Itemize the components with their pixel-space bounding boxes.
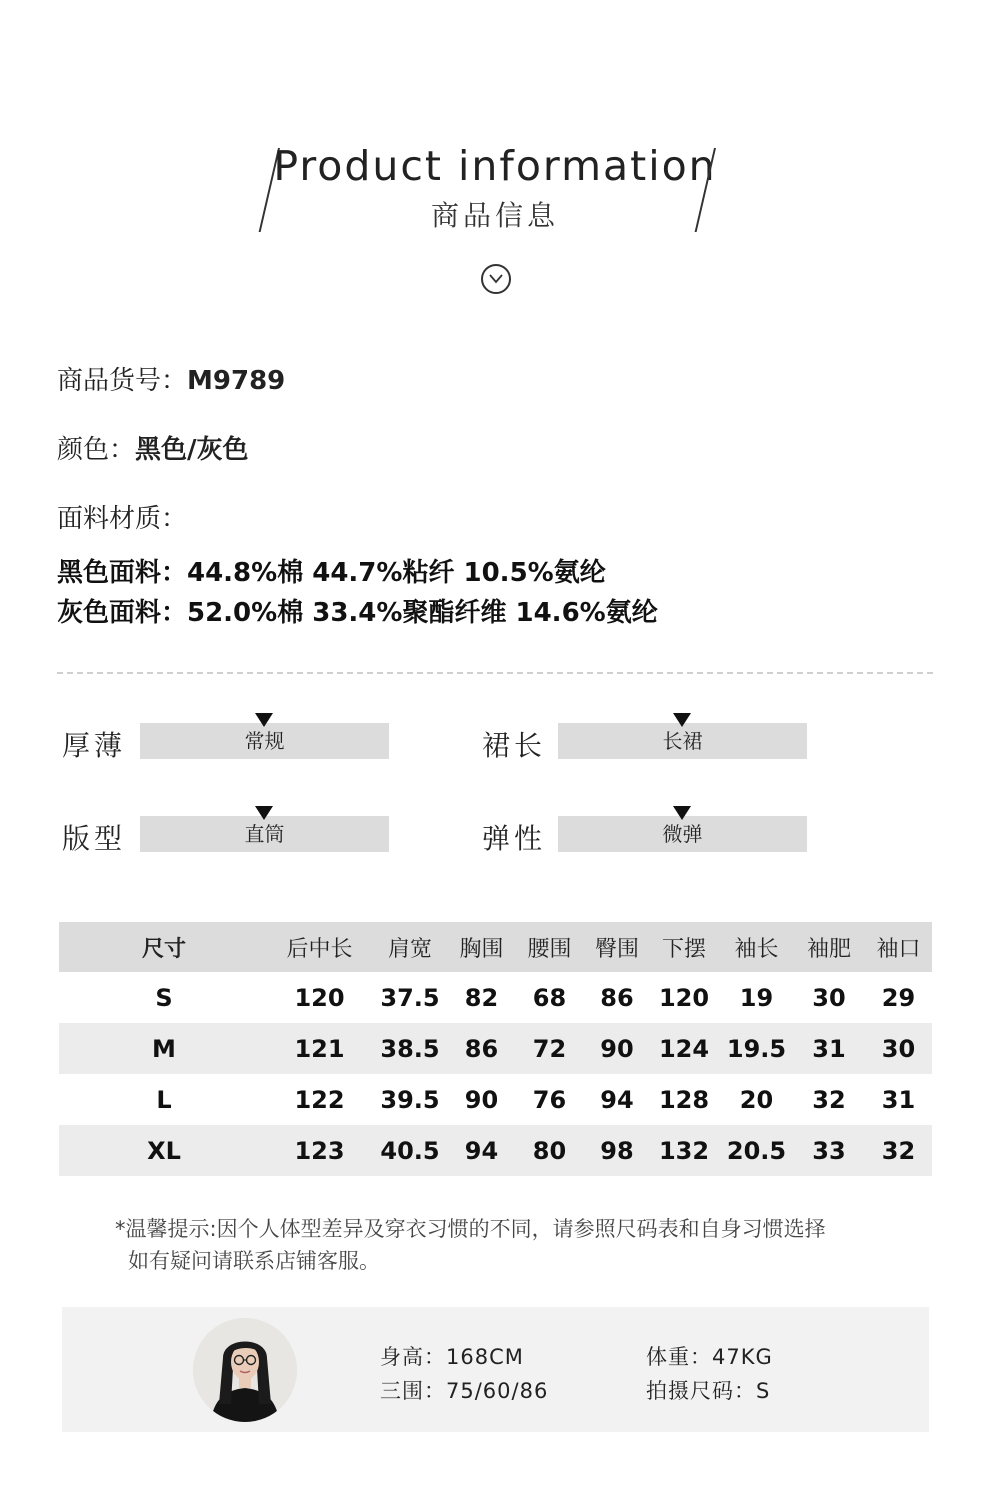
table-row bbox=[59, 1074, 932, 1125]
attr-fit-value: 直筒 bbox=[244, 822, 285, 846]
attr-skirt-length-label: 裙长 bbox=[482, 729, 547, 762]
size-note-line2: 如有疑问请联系店铺客服。 bbox=[128, 1249, 380, 1273]
table-cell: 30 bbox=[881, 1034, 916, 1063]
table-cell: 72 bbox=[532, 1034, 567, 1063]
table-cell: 33 bbox=[812, 1136, 846, 1165]
model-shot-size: 拍摄尺码：S bbox=[646, 1379, 771, 1403]
table-cell: 32 bbox=[881, 1136, 916, 1165]
title-english: Product information bbox=[273, 142, 717, 190]
table-cell: 82 bbox=[464, 983, 499, 1012]
table-cell: M bbox=[152, 1034, 176, 1063]
table-cell: 124 bbox=[658, 1034, 710, 1063]
col-header-waist: 腰围 bbox=[527, 936, 572, 962]
dashed-divider bbox=[57, 672, 933, 674]
table-cell: 40.5 bbox=[380, 1136, 440, 1165]
col-header-sleeve-length: 袖长 bbox=[734, 936, 779, 962]
col-header-shoulder: 肩宽 bbox=[387, 936, 432, 962]
attr-thickness-label: 厚薄 bbox=[62, 729, 127, 762]
table-cell: 29 bbox=[881, 983, 916, 1012]
col-header-sleeve-width: 袖肥 bbox=[806, 936, 851, 962]
table-cell: 31 bbox=[812, 1034, 846, 1063]
table-cell: 39.5 bbox=[380, 1085, 440, 1114]
attr-elasticity-value: 微弹 bbox=[662, 822, 703, 846]
color-value: 黑色/灰色 bbox=[135, 435, 249, 465]
table-cell: 120 bbox=[658, 983, 710, 1012]
table-cell: 98 bbox=[600, 1136, 634, 1165]
col-header-size: 尺寸 bbox=[141, 936, 186, 962]
table-cell: 31 bbox=[881, 1085, 916, 1114]
table-cell: 19.5 bbox=[726, 1034, 787, 1063]
table-cell: XL bbox=[147, 1136, 181, 1165]
table-cell: 38.5 bbox=[380, 1034, 440, 1063]
table-row bbox=[59, 1125, 932, 1176]
attr-elasticity-label: 弹性 bbox=[482, 822, 547, 855]
table-cell: 94 bbox=[600, 1085, 634, 1114]
color-line bbox=[57, 429, 249, 466]
table-row bbox=[59, 972, 932, 1023]
table-cell: S bbox=[155, 983, 173, 1012]
table-cell: 132 bbox=[658, 1136, 710, 1165]
table-cell: 128 bbox=[658, 1085, 710, 1114]
col-header-hem: 下摆 bbox=[661, 936, 706, 962]
attr-thickness-value: 常规 bbox=[244, 729, 285, 753]
table-cell: 123 bbox=[294, 1136, 345, 1165]
color-label: 颜色： bbox=[57, 435, 136, 465]
col-header-cuff: 袖口 bbox=[876, 936, 921, 962]
col-header-back-length: 后中长 bbox=[286, 936, 353, 962]
table-cell: 94 bbox=[464, 1136, 499, 1165]
table-cell: 19 bbox=[739, 983, 774, 1012]
col-header-bust: 胸围 bbox=[459, 936, 504, 962]
table-cell: 120 bbox=[294, 983, 345, 1012]
table-cell: 30 bbox=[812, 983, 846, 1012]
gray-fabric-composition: 灰色面料：52.0%棉 33.4%聚酯纤维 14.6%氨纶 bbox=[57, 598, 658, 628]
table-cell: 32 bbox=[812, 1085, 846, 1114]
table-cell: 122 bbox=[294, 1085, 345, 1114]
table-cell: 86 bbox=[464, 1034, 499, 1063]
table-cell: 90 bbox=[600, 1034, 634, 1063]
model-measurements: 三围：75/60/86 bbox=[380, 1379, 549, 1403]
size-table-header-row bbox=[59, 922, 932, 972]
material-label: 面料材质： bbox=[57, 504, 188, 534]
table-cell: 76 bbox=[532, 1085, 567, 1114]
item-number-value: M9789 bbox=[187, 366, 286, 396]
title-chinese: 商品信息 bbox=[430, 199, 559, 232]
table-cell: 80 bbox=[532, 1136, 567, 1165]
table-cell: 37.5 bbox=[380, 983, 440, 1012]
size-note-line1: *温馨提示:因个人体型差异及穿衣习惯的不同，请参照尺码表和自身习惯选择 bbox=[115, 1217, 826, 1241]
black-fabric-composition: 黑色面料：44.8%棉 44.7%粘纤 10.5%氨纶 bbox=[57, 558, 606, 588]
table-cell: L bbox=[156, 1085, 172, 1114]
table-cell: 90 bbox=[464, 1085, 499, 1114]
chevron-down-circle-icon bbox=[481, 264, 511, 294]
table-cell: 20.5 bbox=[726, 1136, 787, 1165]
model-avatar bbox=[193, 1318, 297, 1422]
table-row bbox=[59, 1023, 932, 1074]
table-cell: 121 bbox=[294, 1034, 345, 1063]
table-cell: 20 bbox=[739, 1085, 774, 1114]
model-height: 身高：168CM bbox=[380, 1345, 524, 1369]
size-table bbox=[59, 922, 932, 1176]
attr-skirt-length-value: 长裙 bbox=[662, 729, 703, 753]
item-number-label: 商品货号： bbox=[57, 366, 188, 396]
attr-fit-label: 版型 bbox=[62, 822, 127, 855]
table-cell: 86 bbox=[600, 983, 634, 1012]
col-header-hip: 臀围 bbox=[594, 936, 639, 962]
table-cell: 68 bbox=[532, 983, 567, 1012]
model-weight: 体重：47KG bbox=[646, 1345, 773, 1369]
item-number-line bbox=[57, 360, 285, 397]
